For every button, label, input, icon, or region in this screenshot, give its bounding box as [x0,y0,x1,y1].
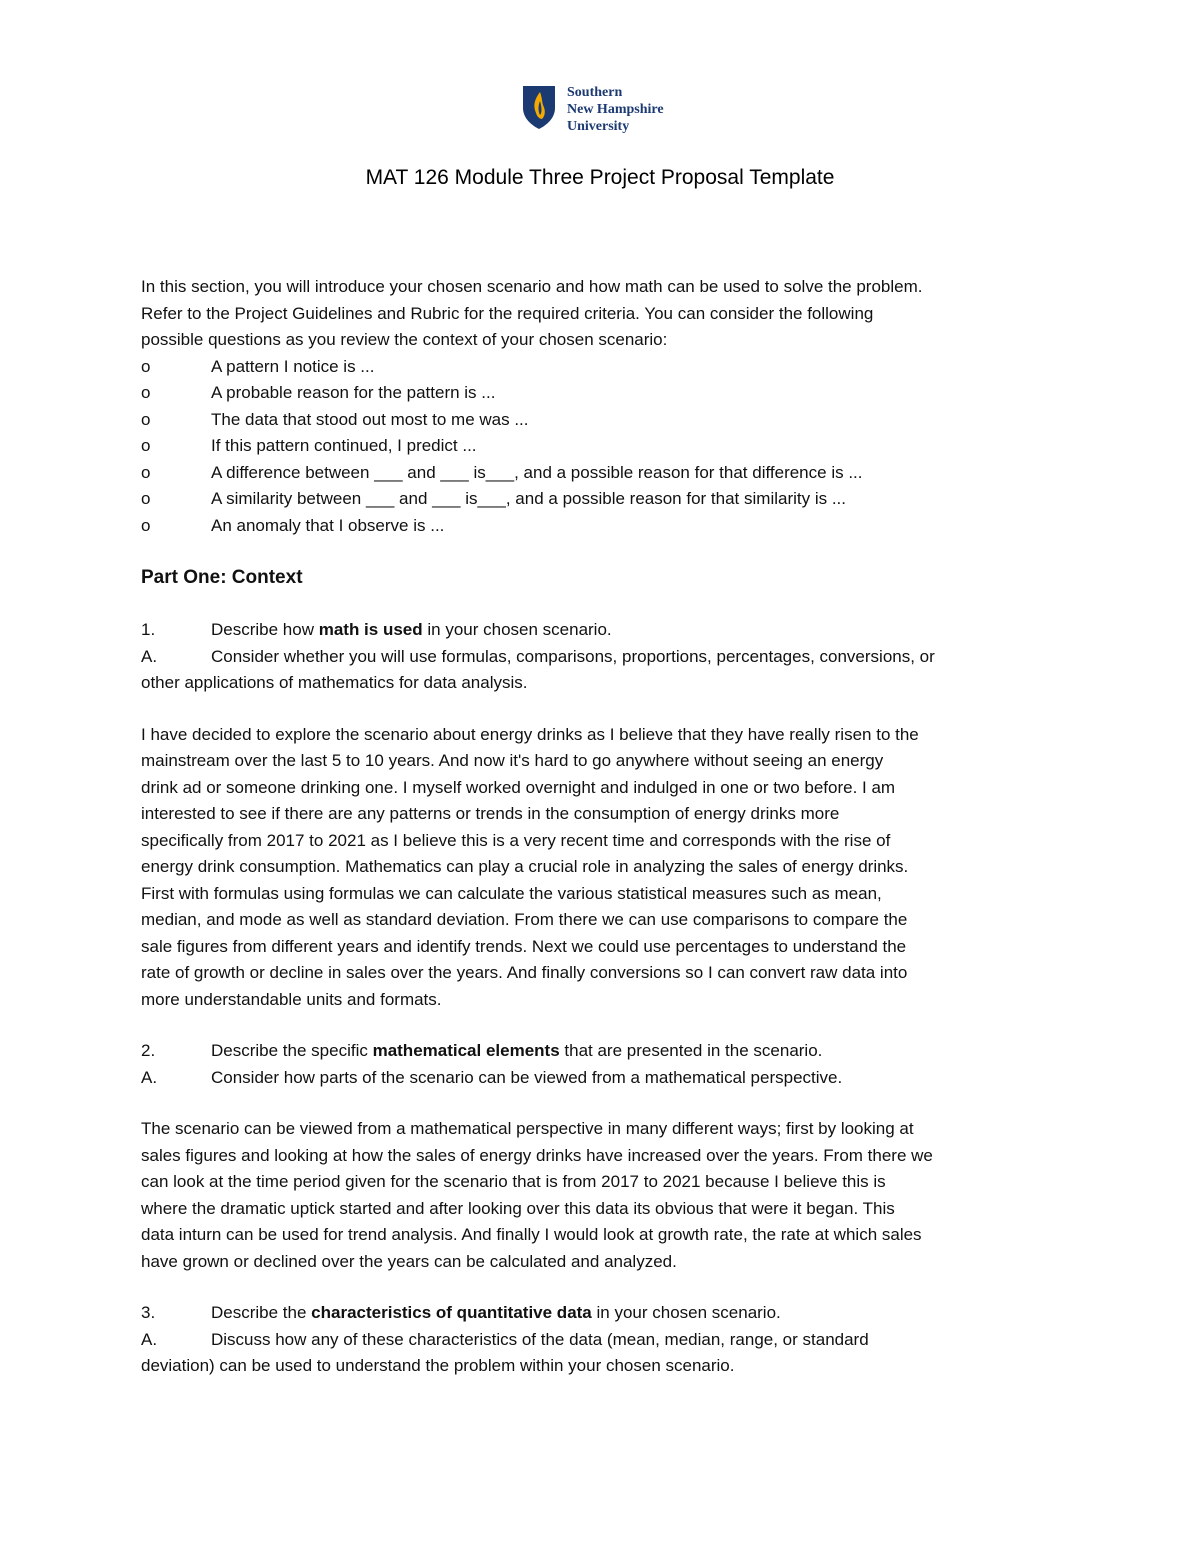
answer-line: specifically from 2017 to 2021 as I believe this is a very recent time and corresponds with the rise of [141,830,891,850]
logo-text-line3: University [567,119,630,134]
question-text-post: that are presented in the scenario. [559,1041,823,1060]
bullet-text: If this pattern continued, I predict ... [211,436,477,455]
answer-line: rate of growth or decline in sales over the years. And finally conversions so I can convert raw data into [141,963,908,982]
question-text-post: in your chosen scenario. [591,1303,781,1322]
bullet-marker: o [141,409,151,429]
question-text-post: in your chosen scenario. [422,620,612,639]
intro-paragraph [141,274,1061,354]
answer-line: can look at the time period given for the scenario that is from 2017 to 2021 because I believe this is [141,1172,886,1191]
bullet-text: A similarity between ___ and ___ is___, and a possible reason for that similarity is ... [211,489,847,508]
list-item [141,460,1061,487]
intro-line: In this section, you will introduce your chosen scenario and how math can be used to solve the problem. [141,277,923,296]
bullet-marker: o [141,383,151,402]
answer-2-paragraph [141,1116,1061,1275]
question-text-pre: Describe the specific [211,1041,373,1060]
answer-line: more understandable units and formats. [141,989,442,1009]
document-body [141,274,1061,1380]
list-item [141,433,1061,460]
part-one-heading: Part One: Context [141,567,303,588]
bullet-text: The data that stood out most to me was ... [211,409,529,429]
bullet-marker: o [141,436,151,455]
answer-line: median, and mode as well as standard deviation. From there we can use comparisons to compare the [141,910,908,929]
sub-question-text-cont: deviation) can be used to understand the problem within your chosen scenario. [141,1356,735,1375]
bullet-text: A probable reason for the pattern is ... [211,383,496,402]
sub-question-text: Discuss how any of these characteristics of the data (mean, median, range, or standard [211,1329,869,1349]
document-title: MAT 126 Module Three Project Proposal Template [365,166,835,189]
question-1 [141,617,1061,697]
answer-line: drink ad or someone drinking one. I myself worked overnight and indulged in one or two before. I am [141,777,896,797]
answer-line: I have decided to explore the scenario about energy drinks as I believe that they have really risen to the [141,724,919,744]
list-item [141,486,1061,513]
answer-line: First with formulas using formulas we can calculate the various statistical measures such as mean, [141,883,882,903]
bullet-marker: o [141,462,151,482]
answer-line: sales figures and looking at how the sales of energy drinks have increased over the years. From there we [141,1145,933,1165]
answer-line: data inturn can be used for trend analysis. And finally I would look at growth rate, the rate at which sales [141,1225,922,1244]
answer-line: have grown or declined over the years can be calculated and analyzed. [141,1251,677,1271]
answer-line: The scenario can be viewed from a mathematical perspective in many different ways; first by looking at [141,1119,914,1138]
question-number: 3. [141,1303,156,1322]
bullet-text: An anomaly that I observe is ... [211,515,445,535]
bullet-text: A pattern I notice is ... [211,356,375,376]
bullet-text: A difference between ___ and ___ is___, and a possible reason for that difference is ... [211,462,863,482]
bullet-marker: o [141,356,151,376]
list-item [141,513,1061,540]
question-3 [141,1300,1061,1380]
question-text-pre: Describe the [211,1303,312,1322]
bullet-marker: o [141,489,151,508]
question-text [211,617,612,644]
question-number: 2. [141,1041,156,1060]
answer-line: sale figures from different years and identify trends. Next we could use percentages to understand the [141,936,907,956]
question-text-bold: characteristics of quantitative data [311,1303,592,1322]
sub-question-text: Consider whether you will use formulas, comparisons, proportions, percentages, conversions, or [211,646,935,666]
list-item [141,380,1061,407]
question-text [211,1300,781,1327]
intro-line: Refer to the Project Guidelines and Rubric for the required criteria. You can consider the following [141,303,874,323]
question-number: 1. [141,620,156,639]
logo-text-line2: New Hampshire [567,102,664,117]
answer-line: where the dramatic uptick started and after looking over this data its obvious that were it began. This [141,1198,895,1218]
answer-line: energy drink consumption. Mathematics can play a crucial role in analyzing the sales of energy drinks. [141,857,909,876]
question-text-bold: mathematical elements [372,1041,560,1060]
question-2 [141,1038,1061,1091]
answer-1-paragraph [141,722,1061,1014]
sub-question-text-cont: other applications of mathematics for data analysis. [141,673,528,692]
intro-line: possible questions as you review the context of your chosen scenario: [141,330,668,349]
shield-flame-icon [521,84,557,130]
sub-question-marker: A. [141,646,158,666]
sub-question-text: Consider how parts of the scenario can be viewed from a mathematical perspective. [211,1067,843,1087]
sub-question-marker: A. [141,1329,158,1349]
list-item [141,407,1061,434]
answer-line: mainstream over the last 5 to 10 years. And now it's hard to go anywhere without seeing an energy [141,751,884,770]
list-item [141,354,1061,381]
question-text [211,1038,822,1065]
logo-text-line1: Southern [567,85,623,100]
bullet-marker: o [141,515,151,535]
question-text-bold: math is used [318,620,423,639]
answer-line: interested to see if there are any patterns or trends in the consumption of energy drinks more [141,804,840,823]
question-bullet-list [141,354,1061,540]
question-text-pre: Describe how [211,620,319,639]
sub-question-marker: A. [141,1067,158,1087]
university-logo [521,84,664,135]
